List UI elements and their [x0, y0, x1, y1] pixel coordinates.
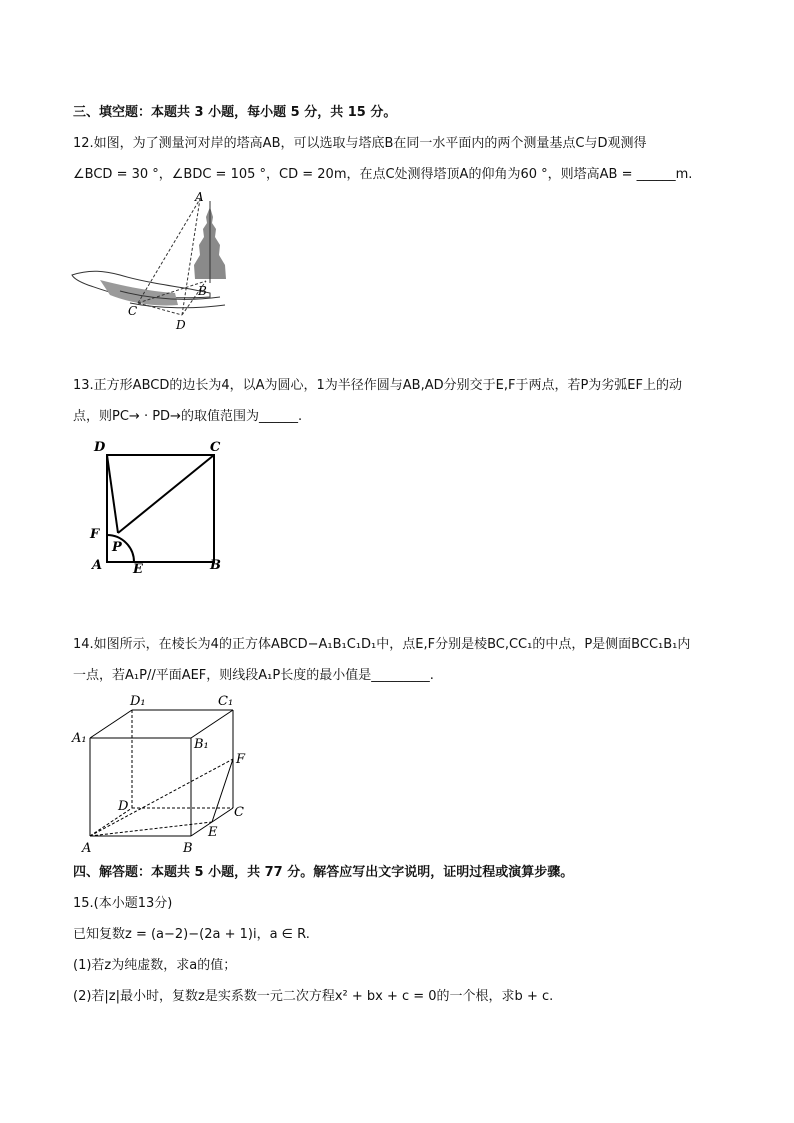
- q14-label-f: F: [236, 752, 246, 767]
- q12-label-d: D: [176, 318, 186, 332]
- q13-line-2: 点，则PC→ · PD→的取值范围为______.: [73, 409, 303, 424]
- q14-line-1: 14.如图所示，在棱长为4的正方体ABCD−A₁B₁C₁D₁中，点E,F分别是棱BC,CC₁的中点，P是侧面BCC₁B₁内: [73, 637, 691, 652]
- q12-label-b: B: [198, 284, 207, 298]
- q12-line-2: ∠BCD = 30 °，∠BDC = 105 °，CD = 20m，在点C处测得塔顶A的仰角为60 °，则塔高AB = ______m.: [73, 167, 693, 182]
- q15-part-1: (1)若z为纯虚数，求a的值；: [73, 958, 237, 973]
- q12-label-a: A: [195, 190, 204, 204]
- q14-label-c1: C₁: [218, 694, 234, 709]
- segment-pd: [107, 455, 118, 533]
- q13-label-d: D: [94, 440, 106, 455]
- q14-line-2: 一点，若A₁P//平面AEF，则线段A₁P长度的最小值是_________.: [73, 668, 434, 683]
- q14-label-c: C: [234, 805, 244, 820]
- q12-line-1: 12.如图，为了测量河对岸的塔高AB，可以选取与塔底B在同一水平面内的两个测量基点C与D观测得: [73, 136, 647, 151]
- q13-label-f: F: [90, 527, 100, 542]
- q14-cube-figure: [70, 690, 260, 855]
- q15-stem: 已知复数z = (a−2)−(2a + 1)i，a ∈ R.: [73, 927, 310, 942]
- q14-label-e: E: [208, 825, 218, 840]
- edge-b1c1: [191, 710, 233, 738]
- q14-label-a1: A₁: [72, 731, 87, 746]
- edge-a1d1: [90, 710, 132, 738]
- q15-part-2: (2)若|z|最小时，复数z是实系数一元二次方程x² + bx + c = 0的一个根，求b + c.: [73, 989, 554, 1004]
- q14-label-d1: D₁: [130, 694, 146, 709]
- q13-label-c: C: [210, 440, 221, 455]
- q12-label-c: C: [128, 304, 138, 318]
- section-3-heading: 三、填空题：本题共 3 小题，每小题 5 分，共 15 分。: [73, 105, 397, 120]
- q14-label-d: D: [118, 799, 129, 814]
- q13-label-e: E: [133, 562, 143, 577]
- q14-label-a: A: [82, 841, 92, 856]
- q14-label-b: B: [183, 841, 193, 856]
- q13-label-a: A: [92, 558, 103, 573]
- q13-label-b: B: [210, 558, 221, 573]
- q15-title: 15.(本小题13分): [73, 896, 173, 911]
- q13-square-figure: [80, 430, 240, 580]
- q12-tower-figure: [60, 185, 240, 335]
- square-abcd: [107, 455, 214, 562]
- q13-label-p: P: [112, 540, 122, 555]
- segment-pc: [118, 455, 214, 533]
- section-4-heading: 四、解答题：本题共 5 小题，共 77 分。解答应写出文字说明，证明过程或演算步骤。: [73, 865, 574, 880]
- q13-line-1: 13.正方形ABCD的边长为4，以A为圆心，1为半径作圆与AB,AD分别交于E,F于两点，若P为劣弧EF上的动: [73, 378, 682, 393]
- q14-label-b1: B₁: [194, 737, 209, 752]
